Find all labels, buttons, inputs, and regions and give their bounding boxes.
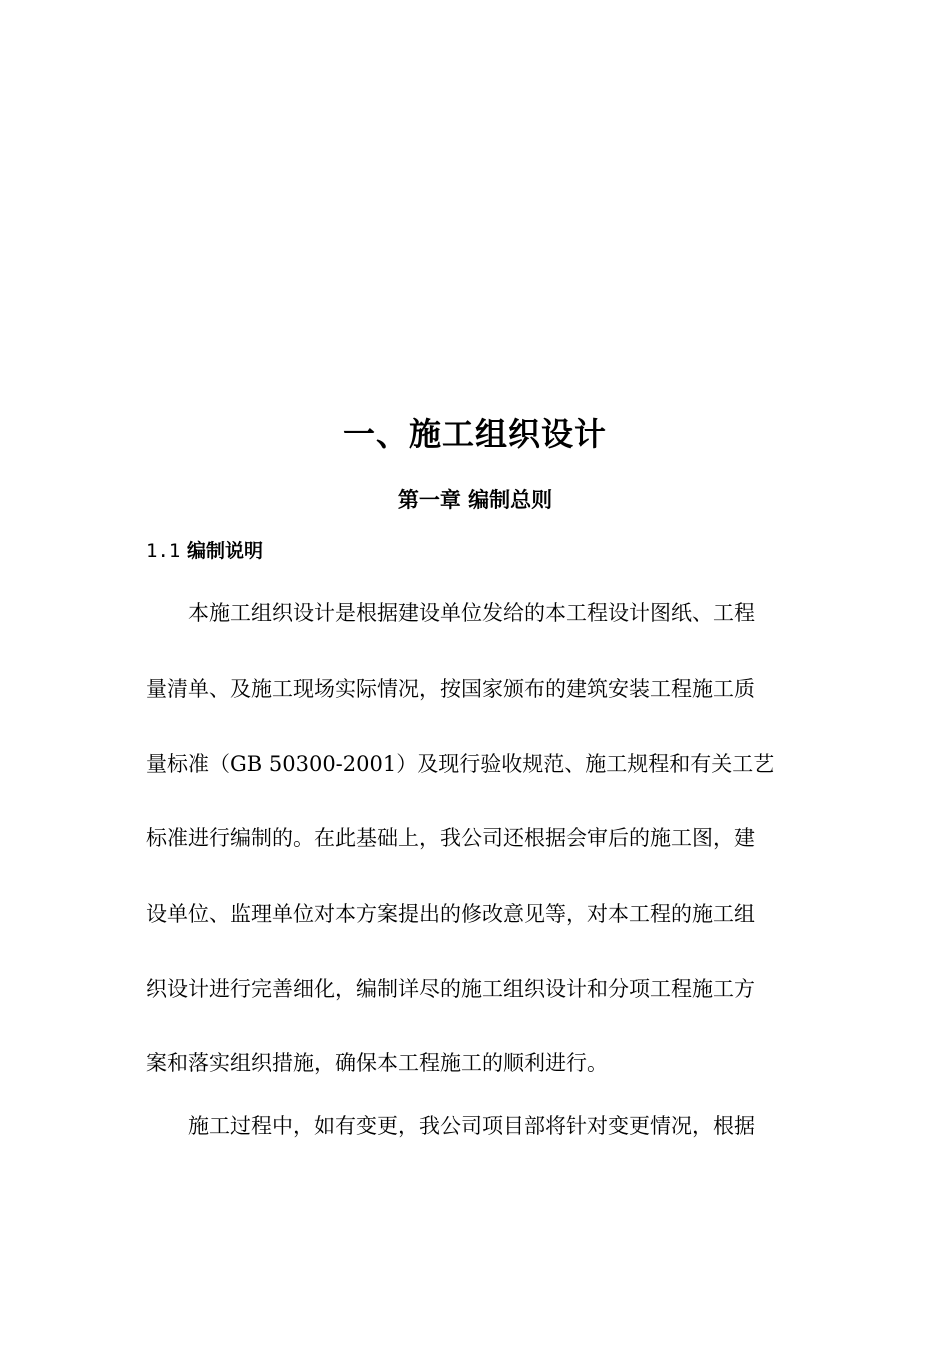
section-heading <box>146 537 263 565</box>
paragraph-line: 施工过程中，如有变更，我公司项目部将针对变更情况，根据 <box>146 1114 755 1138</box>
paragraph-line: 织设计进行完善细化，编制详尽的施工组织设计和分项工程施工方 <box>146 977 755 1001</box>
paragraph-line: 案和落实组织措施，确保本工程施工的顺利进行。 <box>146 1051 608 1075</box>
paragraph-line: 标准进行编制的。在此基础上，我公司还根据会审后的施工图，建 <box>146 826 755 850</box>
paragraph-line: 本施工组织设计是根据建设单位发给的本工程设计图纸、工程 <box>146 601 755 625</box>
paragraph-line: 量清单、及施工现场实际情况，按国家颁布的建筑安装工程施工质 <box>146 677 755 701</box>
paragraph-line: 量标准（GB 50300-2001）及现行验收规范、施工规程和有关工艺 <box>146 752 775 776</box>
paragraph-line: 设单位、监理单位对本方案提出的修改意见等，对本工程的施工组 <box>146 902 755 926</box>
document-title: 一、施工组织设计 <box>342 415 607 453</box>
chapter-title: 第一章 编制总则 <box>397 488 553 512</box>
section-title: 编制说明 <box>186 540 263 562</box>
section-number: 1.1 <box>146 540 181 562</box>
